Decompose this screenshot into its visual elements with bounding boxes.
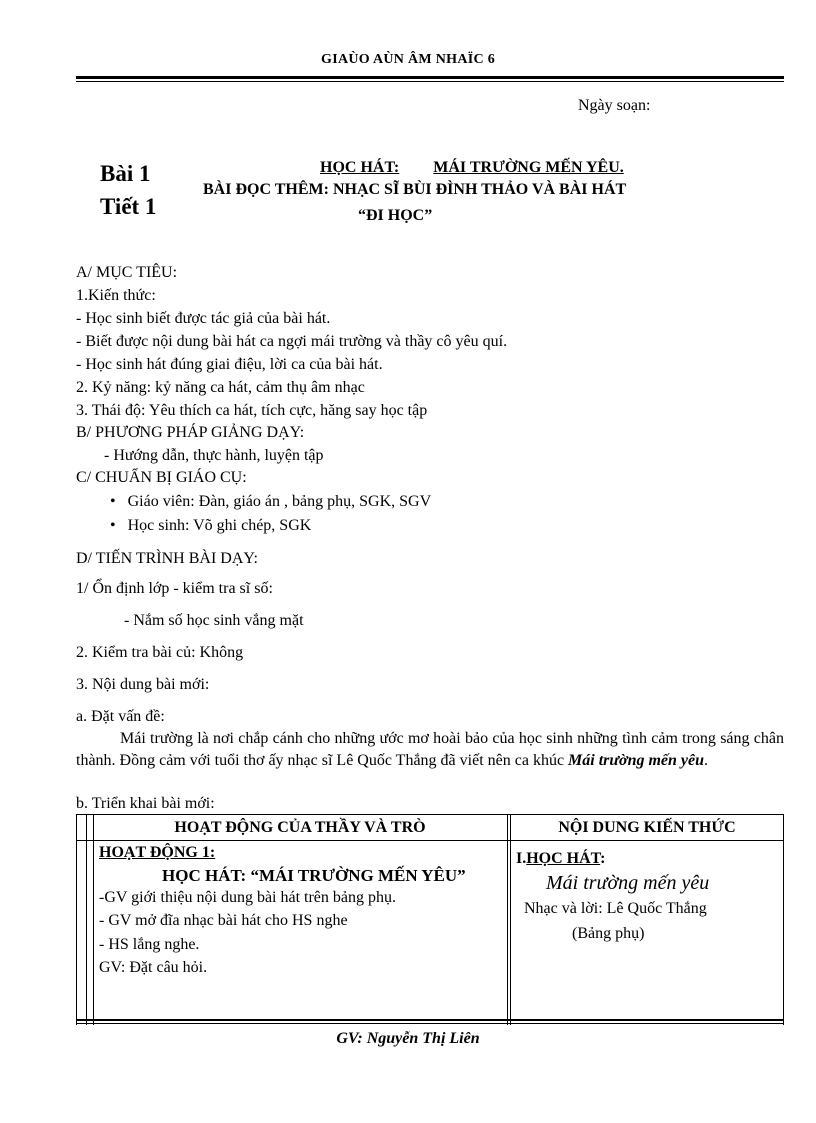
date-label: Ngày soạn: (578, 97, 651, 114)
table-header-divider (76, 840, 784, 841)
step-2: 2. Kiểm tra bài củ: Không (76, 644, 244, 661)
lesson-title (320, 159, 624, 177)
knowledge-heading: 1.Kiến thức: (76, 287, 156, 304)
knowledge-item: - Học sinh hát đúng giai điệu, lời ca của bài hát. (76, 356, 383, 373)
bullet-item: • Giáo viên: Đàn, giáo án , bảng phụ, SGK, SGV (110, 493, 432, 510)
intro-end: . (704, 752, 709, 769)
section-c-heading: C/ CHUẨN BỊ GIÁO CỤ: (76, 469, 247, 486)
header-activities: HOẠT ĐỘNG CỦA THẦY VÀ TRÒ (174, 819, 426, 836)
content-heading-colon: : (600, 850, 606, 867)
knowledge-item: - Học sinh biết được tác giả của bài hát. (76, 310, 331, 327)
activity-line: GV: Đặt câu hỏi. (99, 959, 208, 976)
bullet-text: Học sinh: Võ ghi chép, SGK (127, 517, 312, 534)
table-border-left (76, 814, 77, 1025)
attitude-line: 3. Thái độ: Yêu thích ca hát, tích cực, hăng say học tập (76, 402, 428, 419)
section-d-heading: D/ TIẾN TRÌNH BÀI DẠY: (76, 550, 258, 567)
knowledge-item: - Biết được nội dung bài hát ca ngợi mái trường và thầy cô yêu quí. (76, 333, 508, 350)
step-3b: b. Triển khai bài mới: (76, 795, 215, 812)
step-1: 1/ Ổn định lớp - kiểm tra sĩ số: (76, 580, 273, 597)
table-border-bottom-thin (76, 1023, 784, 1024)
lesson-subtitle-song: “ĐI HỌC” (358, 207, 433, 224)
header-rule-thick (76, 76, 784, 79)
board-note: (Bảng phụ) (572, 925, 645, 942)
lesson-subtitle: BÀI ĐỌC THÊM: NHẠC SĨ BÙI ĐÌNH THẢO VÀ BÀI HÁT (203, 181, 627, 198)
activity-title: HOẠT ĐỘNG 1: (99, 844, 216, 861)
table-column-divider (507, 814, 508, 1025)
document-header-title: GIAÙO AÙN ÂM NHAÏC 6 (321, 52, 495, 67)
lesson-number: Bài 1 (100, 161, 151, 186)
lesson-table (76, 814, 784, 1025)
header-content: NỘI DUNG KIẾN THỨC (558, 819, 736, 836)
intro-text: Mái trường là nơi chắp cánh cho những ước mơ hoài bảo của học sinh những tình cảm trong sáng chân thành. Đồng cảm với tuổi thơ ấy nhạc sĩ Lê Quốc Thắng đã viết nên ca khúc (76, 730, 784, 769)
lesson-title-label: HỌC HÁT: (320, 159, 400, 176)
composer-line: Nhạc và lời: Lê Quốc Thắng (524, 900, 707, 917)
table-column-line (93, 814, 94, 1025)
table-column-divider-inner (510, 814, 511, 1025)
step-1-item: - Nắm số học sinh vắng mặt (124, 612, 304, 629)
step-3: 3. Nội dung bài mới: (76, 676, 210, 693)
intro-song-name: Mái trường mến yêu (568, 752, 705, 769)
teacher-footer: GV: Nguyễn Thị Liên (336, 1030, 480, 1047)
content-heading (516, 850, 606, 868)
bullet-text: Giáo viên: Đàn, giáo án , bảng phụ, SGK, SGV (127, 493, 432, 510)
step-3a: a. Đặt vấn đề: (76, 708, 165, 725)
lesson-title-song: MÁI TRƯỜNG MẾN YÊU. (433, 159, 624, 176)
activity-line: - HS lắng nghe. (99, 936, 200, 953)
period-number: Tiết 1 (100, 194, 157, 219)
skill-line: 2. Kỷ năng: kỷ năng ca hát, cảm thụ âm nhạc (76, 379, 365, 396)
section-b-heading: B/ PHƯƠNG PHÁP GIẢNG DẠY: (76, 424, 305, 441)
content-heading-text: HỌC HÁT (526, 850, 601, 867)
section-a-heading: A/ MỤC TIÊU: (76, 264, 178, 281)
method-item: - Hướng dẫn, thực hành, luyện tập (104, 447, 324, 464)
content-heading-prefix: I. (516, 850, 527, 867)
table-border-left-inner (86, 814, 87, 1025)
intro-paragraph (76, 728, 784, 772)
activity-line: -GV giới thiệu nội dung bài hát trên bảng phụ. (99, 889, 397, 906)
table-border-top (76, 814, 784, 815)
header-rule-thin (76, 81, 784, 82)
song-title: Mái trường mến yêu (546, 872, 710, 894)
bullet-item: • Học sinh: Võ ghi chép, SGK (110, 517, 312, 534)
activity-line: - GV mở đĩa nhạc bài hát cho HS nghe (99, 912, 348, 929)
table-border-right (783, 814, 784, 1025)
activity-subtitle: HỌC HÁT: “MÁI TRƯỜNG MẾN YÊU” (162, 866, 466, 885)
table-border-bottom (76, 1019, 784, 1021)
